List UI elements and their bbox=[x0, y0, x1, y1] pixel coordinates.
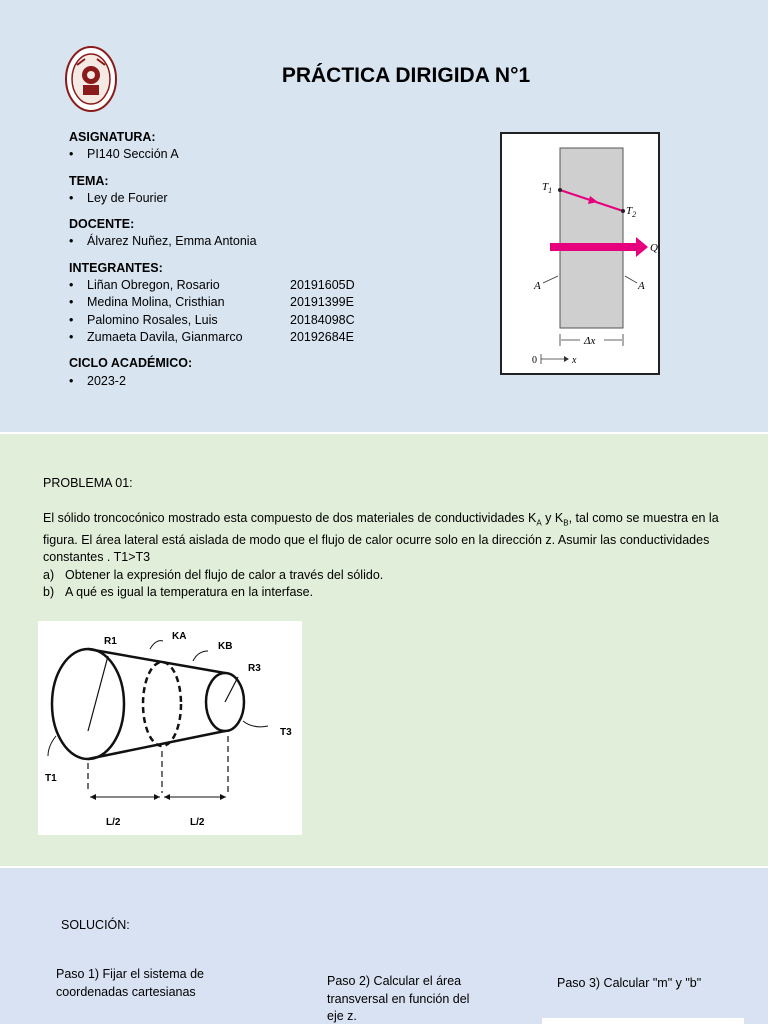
docente-label: DOCENTE: bbox=[69, 217, 135, 232]
list-item: • Medina Molina, Cristhian 20191399E bbox=[69, 294, 429, 311]
member-code: 20184098C bbox=[290, 312, 355, 327]
tema-value: Ley de Fourier bbox=[87, 190, 168, 205]
fourier-wall-figure bbox=[500, 132, 660, 375]
dx-label: Δx bbox=[584, 335, 596, 347]
step-2: Paso 2) Calcular el área transversal en función del eje z. bbox=[327, 974, 470, 1023]
problem-label: PROBLEMA 01: bbox=[43, 476, 133, 490]
list-item: • Palomino Rosales, Luis 20184098C bbox=[69, 312, 429, 329]
a-right-label: A bbox=[638, 280, 645, 292]
x-axis-label: x bbox=[572, 355, 577, 366]
step-1: Paso 1) Fijar el sistema de coordenadas cartesianas bbox=[56, 967, 204, 999]
origin-label: 0 bbox=[532, 355, 537, 366]
list-item: • Zumaeta Davila, Gianmarco 20192684E bbox=[69, 329, 429, 346]
t2-label: $T_2$ bbox=[626, 205, 637, 219]
docente-value: Álvarez Nuñez, Emma Antonia bbox=[87, 234, 257, 249]
tema-label: TEMA: bbox=[69, 173, 109, 188]
t1-label: $T_1$ bbox=[542, 181, 553, 195]
solution-label: SOLUCIÓN: bbox=[61, 918, 130, 932]
list-item: a) Obtener la expresión del flujo de calor a través del sólido. bbox=[43, 567, 384, 582]
member-code: 20192684E bbox=[290, 329, 354, 344]
r1-label: R1 bbox=[104, 636, 117, 647]
length-label-2: L/2 bbox=[190, 817, 205, 828]
t1-label: T1 bbox=[45, 773, 57, 784]
member-name: Palomino Rosales, Luis bbox=[87, 312, 218, 327]
heat-flow-arrow bbox=[550, 243, 638, 251]
course-info: ASIGNATURA: • PI140 Sección A TEMA: • Ley de Fourier DOCENTE: • Álvarez Nuñez, Emma Antonia INTEGRANTES: • Liñan Obregon, Rosario 20191605D • Medina Molina, Cristhian 20191399E • Palomino Rosales, Luis 20184098C • Zumaeta Davila, Gianmarco 20192684E CICLO ACADÉMICO: • 2023-2 bbox=[69, 129, 429, 399]
member-code: 20191399E bbox=[290, 295, 354, 310]
frustum-figure bbox=[38, 621, 302, 835]
step-3: Paso 3) Calcular "m" y "b" bbox=[557, 976, 702, 990]
t3-label: T3 bbox=[280, 727, 292, 738]
problem-paragraph: El sólido troncocónico mostrado esta compuesto de dos materiales de conductividades $K_A$ y $K_B$, tal como se muestra en la figura. El área lateral está aislada de modo que el flujo de calor ocurre solo en la dirección z. Asumir las conductividades constantes . T1>T3 bbox=[43, 511, 719, 565]
page-title: PRÁCTICA DIRIGIDA N°1 bbox=[281, 64, 531, 87]
list-item: • Liñan Obregon, Rosario 20191605D bbox=[69, 277, 429, 294]
list-item: b) A qué es igual la temperatura en la interfase. bbox=[43, 585, 314, 600]
member-name: Medina Molina, Cristhian bbox=[87, 295, 225, 310]
member-name: Liñan Obregon, Rosario bbox=[87, 278, 220, 293]
problem-statement bbox=[43, 510, 743, 602]
cropped-image-stub bbox=[542, 1018, 744, 1024]
kb-label: KB bbox=[218, 641, 233, 652]
ciclo-value: 2023-2 bbox=[87, 373, 126, 388]
cover-section bbox=[0, 0, 768, 432]
asignatura-label: ASIGNATURA: bbox=[69, 130, 156, 144]
ka-label: KA bbox=[172, 631, 187, 642]
q-label: Q bbox=[650, 242, 658, 254]
a-left-label: A bbox=[534, 280, 541, 292]
ciclo-label: CICLO ACADÉMICO: bbox=[69, 356, 193, 371]
r3-label: R3 bbox=[248, 663, 261, 674]
asignatura-value: PI140 Sección A bbox=[87, 147, 179, 162]
length-label-1: L/2 bbox=[106, 817, 121, 828]
member-code: 20191605D bbox=[290, 278, 355, 293]
member-name: Zumaeta Davila, Gianmarco bbox=[87, 329, 243, 344]
integrantes-label: INTEGRANTES: bbox=[69, 260, 163, 275]
